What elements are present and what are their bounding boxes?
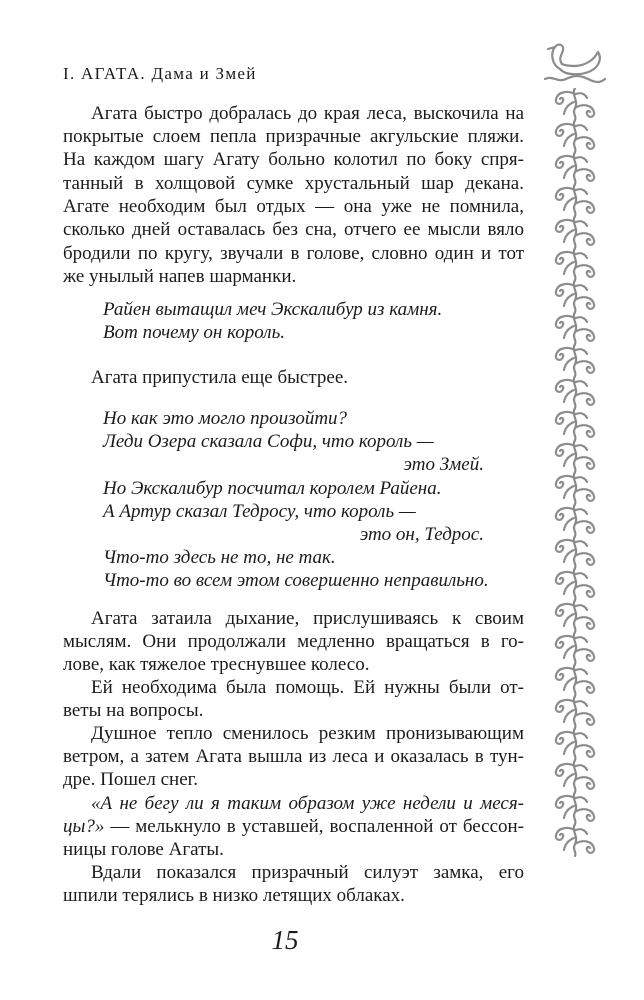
- verse-line: Леди Озера сказала Софи, что король —: [103, 431, 434, 452]
- vine-segment: [556, 664, 594, 696]
- text-line: ветром, а затем Агата вышла из леса и оказалась в тун-: [63, 746, 524, 767]
- vine-segment: [556, 376, 594, 408]
- verse-line: Что-то здесь не то, не так.: [103, 547, 336, 568]
- text-line: Агата быстро добралась до края леса, выскочила на: [91, 103, 524, 124]
- text-line: «А не бегу ли я таким образом уже недели и меся-: [91, 793, 524, 814]
- text-line: Агата затаила дыхание, прислушиваясь к своим: [91, 608, 524, 629]
- text-line: Агате необходим был отдых — она уже не помнила,: [63, 196, 524, 217]
- vine-segment: [556, 824, 594, 856]
- text-line: танный в холщовой сумке хрустальный шар декана.: [63, 173, 524, 194]
- text-line: лове, как тяжелое треснувшее колесо.: [63, 654, 370, 675]
- running-head: I. АГАТА. Дама и Змей: [63, 64, 257, 83]
- vine-segment: [556, 760, 594, 792]
- text-line: Душное тепло сменилось резким пронизывающим: [91, 723, 524, 744]
- text-line: дре. Пошел снег.: [63, 769, 199, 790]
- text-line: ницы голове Агаты.: [63, 839, 224, 860]
- text-line: Ей необходима была помощь. Ей нужны были от-: [91, 677, 524, 698]
- vine-segment: [556, 184, 594, 216]
- text-line: Вдали показался призрачный силуэт замка, его: [91, 862, 524, 883]
- text-line: [63, 815, 524, 838]
- text-line: сколько дней оставалась без сна, отчего ее мысли вяло: [63, 219, 524, 240]
- verse-line: Но как это могло произойти?: [103, 408, 348, 429]
- verse-line: это Змей.: [403, 454, 484, 475]
- vine-segment: [556, 344, 594, 376]
- text-line: бродили по кругу, звучали в голове, словно один и тот: [63, 243, 524, 264]
- vine-segment: [556, 472, 594, 504]
- text-line: веты на вопросы.: [63, 700, 204, 721]
- roman-fragment: — мелькнуло в уставшей, воспаленной от бессон-: [110, 816, 525, 837]
- text-line: Агата припустила еще быстрее.: [91, 367, 349, 388]
- verse-line: Но Экскалибур посчитал королем Райена.: [103, 478, 442, 499]
- text-line: шпили терялись в низко летящих облаках.: [63, 885, 405, 906]
- vine-segment: [556, 408, 594, 440]
- vine-segment: [556, 312, 594, 344]
- vine-segment: [556, 504, 594, 536]
- verse-line: это он, Тедрос.: [359, 524, 484, 545]
- vine-segment: [556, 568, 594, 600]
- page-number: 15: [271, 925, 299, 955]
- vine-segment: [556, 440, 594, 472]
- vine-segment: [556, 728, 594, 760]
- verse-line: Что-то во всем этом совершенно неправильно.: [103, 570, 489, 591]
- vine-segment: [556, 216, 594, 248]
- verse-line: А Артур сказал Тедросу, что король —: [103, 501, 416, 522]
- vine-segments: [556, 88, 594, 856]
- vine-segment: [556, 152, 594, 184]
- swan-icon: [544, 38, 606, 84]
- text-line: На каждом шагу Агату больно колотил по боку спря-: [63, 149, 524, 170]
- text-line: покрытые слоем пепла призрачные акгульские пляжи.: [63, 126, 524, 147]
- verse-line: Вот почему он король.: [103, 322, 285, 343]
- vine-segment: [556, 536, 594, 568]
- vine-segment: [556, 632, 594, 664]
- vine-segment: [556, 600, 594, 632]
- verse-line: Райен вытащил меч Экскалибур из камня.: [103, 299, 443, 320]
- vine-segment: [556, 280, 594, 312]
- text-line: мыслям. Они продолжали медленно вращаться в го-: [63, 631, 524, 652]
- vine-segment: [556, 792, 594, 824]
- vine-segment: [556, 696, 594, 728]
- vine-segment: [556, 120, 594, 152]
- text-line: же унылый напев шарманки.: [63, 266, 297, 287]
- vine-border-icon: [543, 88, 607, 864]
- vine-segment: [556, 88, 594, 120]
- italic-fragment: цы?»: [63, 816, 105, 837]
- vine-segment: [556, 248, 594, 280]
